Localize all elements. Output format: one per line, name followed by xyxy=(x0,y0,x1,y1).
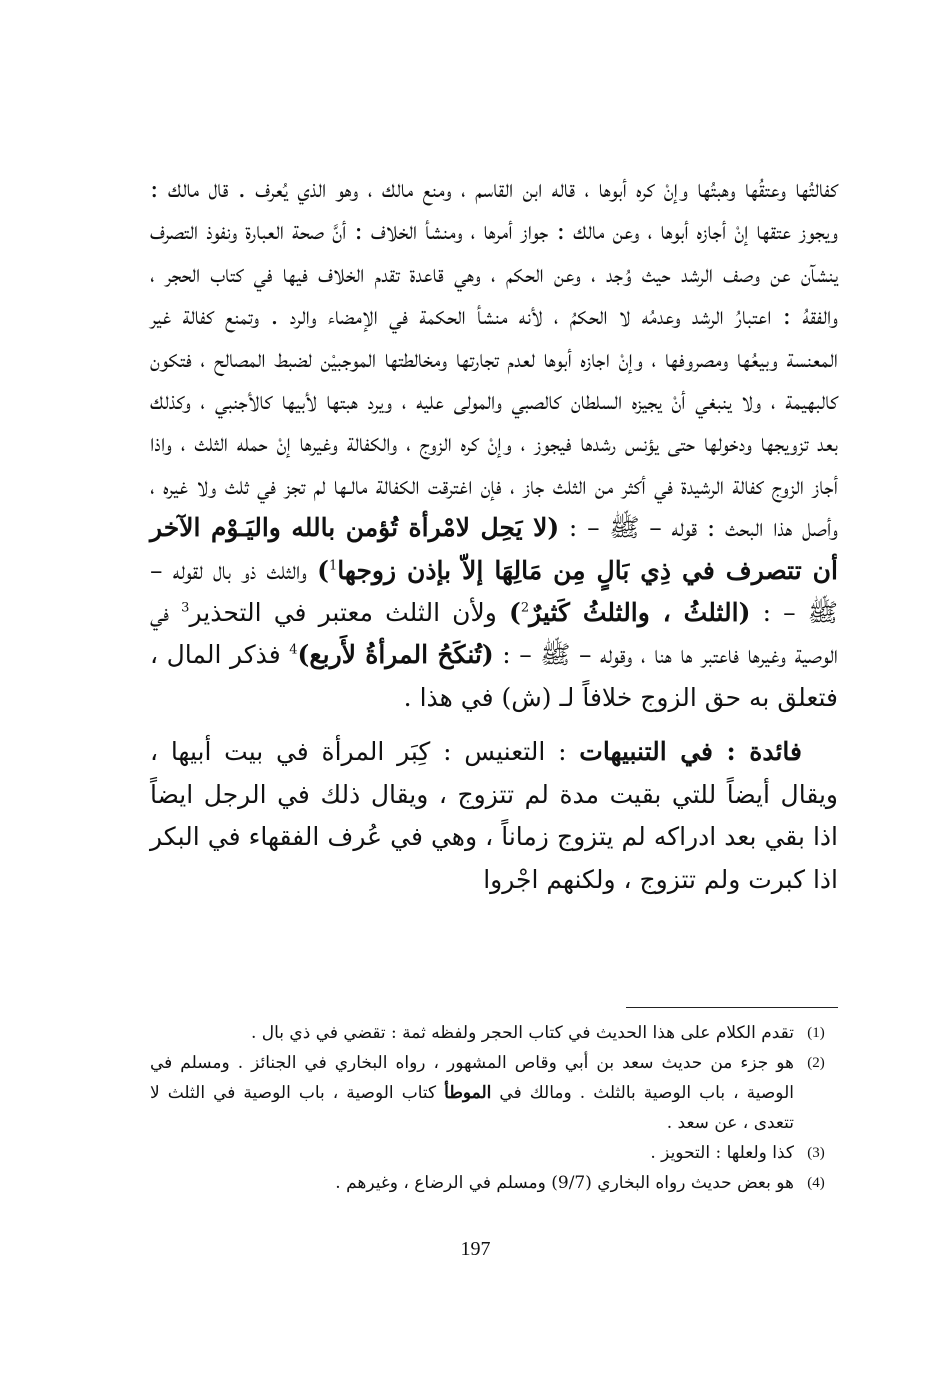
paragraph-lead: فائدة : في التنبيهات xyxy=(579,737,802,767)
footnote-ref-2: 2 xyxy=(520,600,530,616)
footnote-ref-1: 1 xyxy=(329,558,338,574)
footnote-text: كذا ولعلها : التحويز . xyxy=(650,1143,794,1163)
text-run: هو جزء من حديث سعد بن أبي وقاص المشهور ، رواه البخاري في الجنائز . ومسلم في الوصية ، باب الوصية بالثلث . ومالك في xyxy=(150,1053,794,1103)
footnote-text xyxy=(150,1048,794,1138)
footnote-2 xyxy=(150,1048,838,1138)
footnote-text: هو بعض حديث رواه البخاري (9/7) ومسلم في الرضاع ، وغيرهم . xyxy=(335,1173,794,1193)
footnote-number: (2) xyxy=(807,1055,825,1071)
text-run: كتاب الوصية ، باب الوصية في الثلث لا تتعدى ، عن سعد . xyxy=(150,1083,794,1133)
paragraph-2 xyxy=(150,731,838,901)
text-run: كفالتُها وعتقُها وهبتُها وإنْ كره أبوها ، قاله ابن القاسم ، ومنع مالك ، وهو الذي يُعرف . قال مالك : ويجوز عتقها إنْ أجازه أبوها ، وعن مالك : جواز أمرها ، ومنشأ الخلاف : أنَّ صحة العبارة ونفوذ التصرف ينشآن عن وصف الرشد حيث وُجد ، وعن الحكم ، وهي قاعدة تقدم الخلاف فيها في كتاب الحجر ، والفقهُ : اعتبارُ الرشد وعدمُه لا الحكمُ ، لأنه منشأ الحكمة في الإمضاء والرد . وتمنع كفالة غير المعنسة وبيعُها ومصروفها ، وإنْ اجازه أبوها لعدم تجارتها ومخالطتها الموجبيْن لضبط المصالح ، فتكون كالبهيمة ، ولا ينبغي أنْ يجيزه السلطان كالصبي والمولى عليه ، ويرد هبتها لأبيها كالأجنبي ، وكذلك بعد تزويجها ودخولها حتى يؤنس رشدها فيجوز ، وإنْ كره الزوج ، والكفالة وغيرها إنْ حمله الثلث ، واذا أجاز الزوج كفالة الرشيدة في أكثر من الثلث جاز ، فإن اغترقت الكفالة مالـها لم تجز في ثلث ولا غيره ، وأصل هذا البحث : قوله – ﷺ – : xyxy=(150,174,838,543)
footnotes xyxy=(150,1018,838,1198)
main-text xyxy=(150,168,838,901)
footnote-ref-3: 3 xyxy=(181,600,190,616)
hadith-quote-2-close: ) xyxy=(509,598,521,628)
page-number: 197 xyxy=(460,1238,491,1260)
footnote-4 xyxy=(150,1168,838,1198)
text-run: والثلث ذو بال لقوله – ﷺ – : xyxy=(150,555,838,628)
hadith-quote-1-close: ) xyxy=(317,555,330,585)
footnote-number: (4) xyxy=(807,1175,825,1191)
footnote-separator xyxy=(626,1007,838,1008)
text-run: فذكر المال ، فتعلق به حق الزوج خلافاً لـ (ش) في هذا . xyxy=(150,640,838,712)
footnote-number: (1) xyxy=(807,1025,825,1041)
footnote-ref-4: 4 xyxy=(289,643,298,659)
text-run: : التعنيس : كِبَر المرأة في بيت أبيها ، ويقال أيضاً للتي بقيت مدة لم تتزوج ، ويقال ذلك في الرجل ايضاً اذا بقي بعد ادراكه لم يتزوج زماناً ، وهي في عُرف الفقهاء في البكر اذا كبرت ولم تتزوج ، ولكنهم اجْروا xyxy=(150,737,838,894)
hadith-quote-3: (تُنكَحُ المرأةُ لأَربع) xyxy=(297,640,494,670)
hadith-quote-2: (الثلثُ ، والثلثُ كَثيرٌ xyxy=(529,598,751,628)
footnote-text: تقدم الكلام على هذا الحديث في كتاب الحجر ولفظه ثمة : تقضي في ذي بال . xyxy=(250,1023,794,1043)
hadith-quote-1: (لا يَحِل لامْرأة تُؤمن بالله واليَـوْم الآخر أن تتصرف في ذِي بَالٍ مِن مَالِهَا إلاّ بإذن زوجها xyxy=(150,513,838,585)
footnote-3 xyxy=(150,1138,838,1168)
book-title: الموطأ xyxy=(444,1083,492,1103)
text-run: في الوصية وغيرها فاعتبر ها هنا ، وقوله – ﷺ – : xyxy=(150,598,838,670)
page-content xyxy=(150,168,838,1193)
footnote-1 xyxy=(150,1018,838,1048)
footnote-number: (3) xyxy=(807,1145,825,1161)
paragraph-1 xyxy=(150,168,838,719)
text-run: ولأن الثلث معتبر في التحذير xyxy=(189,598,510,628)
